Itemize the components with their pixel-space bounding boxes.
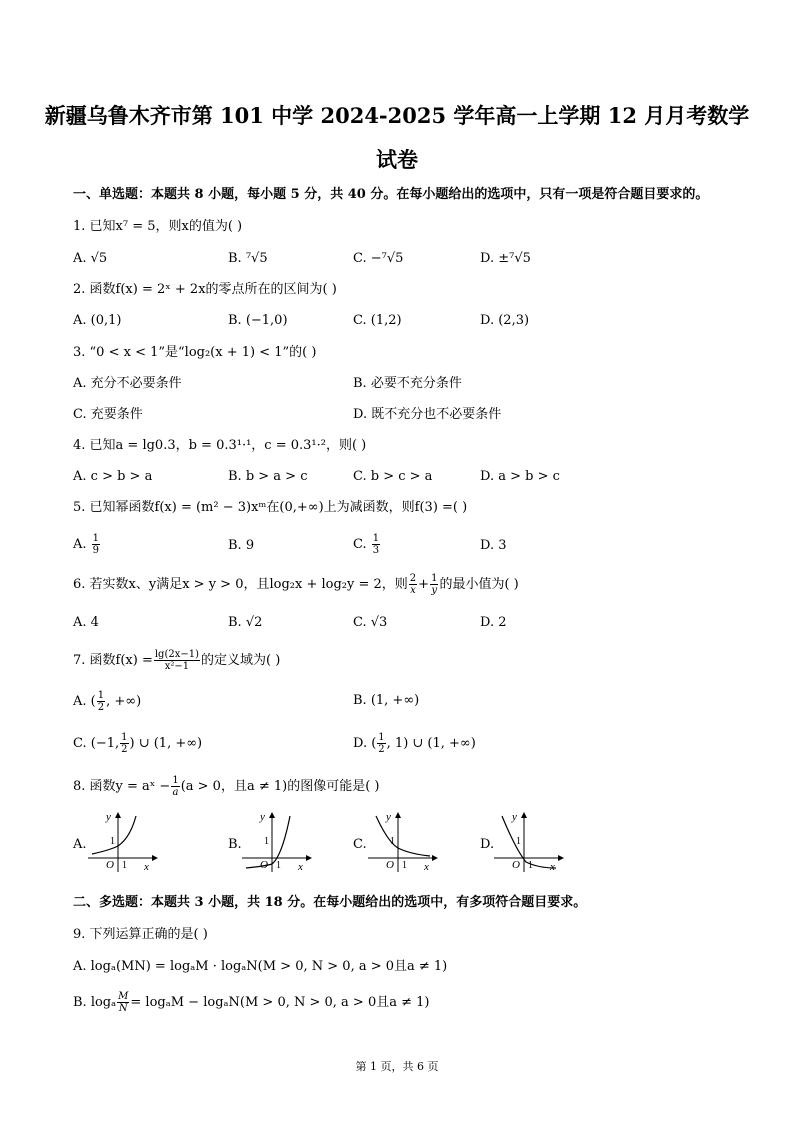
q7-option-b: B. (1, +∞) [353, 693, 420, 708]
graph-origin-label: O [106, 859, 114, 871]
q6-text-post: 的最小值为( ) [439, 577, 519, 592]
q5-option-c [353, 533, 381, 556]
title-line-2: 试卷 [376, 147, 418, 172]
half-fraction [377, 732, 385, 755]
q5-option-a [73, 533, 101, 556]
q8-graph-c [368, 810, 438, 872]
graph-one-y: 1 [390, 836, 395, 847]
q7-d-pre: D. ( [353, 736, 377, 751]
page-footer: 第 1 页，共 6 页 [355, 1060, 439, 1073]
fraction-denominator: 2 [378, 744, 385, 755]
q2-option-d: D. (2,3) [480, 313, 530, 328]
fraction-denominator: a [172, 787, 179, 798]
q1-option-c: C. −⁷√5 [353, 251, 404, 266]
q6-option-d: D. 2 [480, 615, 507, 630]
q6-option-a: A. 4 [73, 615, 99, 630]
fraction-numerator: 1 [92, 533, 100, 544]
fraction-numerator: 1 [431, 573, 438, 584]
question-4: 4. 已知a = lg0.3，b = 0.3¹·¹，c = 0.3¹·²，则( ) [73, 438, 367, 453]
q7-option-a [73, 690, 141, 713]
q5-option-b: B. 9 [228, 538, 255, 553]
question-2: 2. 函数f(x) = 2ˣ + 2x的零点所在的区间为( ) [73, 282, 337, 297]
q1-option-b: B. ⁷√5 [228, 251, 268, 266]
graph-y-label: y [386, 811, 391, 823]
fraction-numerator: 1 [121, 732, 128, 743]
fraction-numerator: lg(2x−1) [154, 649, 200, 660]
q9-option-a: A. logₐ(MN) = logₐM · logₐN(M > 0, N > 0, a > 0且a ≠ 1) [73, 959, 448, 974]
q4-option-c: C. b > c > a [353, 469, 433, 484]
q2-option-a: A. (0,1) [73, 313, 122, 328]
graph-origin-label: O [260, 859, 268, 871]
fraction-numerator: M [118, 991, 129, 1002]
q8-graph-d [494, 810, 564, 872]
q4-option-d: D. a > b > c [480, 469, 560, 484]
fraction-denominator: x²−1 [164, 661, 190, 672]
q7-c-pre: C. (−1, [73, 736, 120, 751]
section-2-header: 二、多选题：本题共 3 小题，共 18 分。在每小题给出的选项中，有多项符合题目要求。 [73, 895, 587, 910]
q8-fraction [171, 775, 179, 798]
q1-option-d: D. ±⁷√5 [480, 251, 531, 266]
fraction-numerator: 1 [378, 732, 385, 743]
q6-option-c: C. √3 [353, 615, 388, 630]
q6-option-b: B. √2 [228, 615, 263, 630]
half-fraction [120, 732, 128, 755]
q8-option-b-label: B. [228, 837, 242, 852]
q5-option-d: D. 3 [480, 538, 507, 553]
q2-option-c: C. (1,2) [353, 313, 402, 328]
graph-x-label: x [550, 861, 555, 872]
q7-option-d [353, 732, 476, 755]
q7-text-post: 的定义域为( ) [201, 653, 281, 668]
q6-frac-1 [409, 573, 417, 596]
q9-b-pre: B. logₐ [73, 995, 117, 1010]
graph-one-x: 1 [122, 860, 127, 871]
q6-text-pre: 6. 若实数x、y满足x > y > 0，且log₂x + log₂y = 2，则 [73, 577, 408, 592]
q7-c-post: ) ∪ (1, +∞) [129, 736, 203, 751]
q6-frac-2 [430, 573, 438, 596]
graph-y-label: y [512, 811, 517, 823]
q3-option-c: C. 充要条件 [73, 407, 143, 422]
question-3: 3. “0 < x < 1”是“log₂(x + 1) < 1”的( ) [73, 345, 317, 360]
fraction-denominator: y [431, 585, 438, 596]
q3-option-b: B. 必要不充分条件 [353, 376, 462, 391]
q9-option-b [73, 991, 429, 1014]
q8-graph-a [88, 810, 158, 872]
graph-one-x: 1 [528, 860, 533, 871]
fraction-denominator: 9 [92, 545, 100, 556]
q8-text-pre: 8. 函数y = aˣ − [73, 779, 171, 794]
q7-d-post: , 1) ∪ (1, +∞) [386, 736, 476, 751]
plus-sign: + [418, 577, 430, 592]
q8-graph-b [242, 810, 312, 872]
graph-one-x: 1 [402, 860, 407, 871]
half-fraction [97, 690, 105, 713]
graph-one-y: 1 [264, 836, 269, 847]
graph-y-label: y [106, 811, 111, 823]
q9-b-post: = logₐM − logₐN(M > 0, N > 0, a > 0且a ≠ 1) [130, 995, 430, 1010]
graph-one-x: 1 [276, 860, 281, 871]
q1-option-a: A. √5 [73, 251, 108, 266]
q7-a-post: , +∞) [106, 694, 142, 709]
fraction-numerator: 2 [409, 573, 417, 584]
section-1-header: 一、单选题：本题共 8 小题，每小题 5 分，共 40 分。在每小题给出的选项中，只有一项是符合题目要求的。 [73, 187, 709, 202]
fraction-denominator: N [118, 1003, 128, 1014]
q2-option-b: B. (−1,0) [228, 313, 288, 328]
q8-option-a-label: A. [73, 837, 87, 852]
graph-origin-label: O [386, 859, 394, 871]
graph-x-label: x [298, 861, 303, 872]
q7-a-pre: A. ( [73, 694, 96, 709]
question-8 [73, 775, 379, 798]
q7-fraction [154, 649, 200, 672]
question-1: 1. 已知x⁷ = 5，则x的值为( ) [73, 219, 243, 234]
fraction-numerator: 1 [172, 775, 179, 786]
graph-origin-label: O [512, 859, 520, 871]
fraction-denominator: 2 [97, 702, 105, 713]
graph-x-label: x [144, 861, 149, 872]
question-5: 5. 已知幂函数f(x) = (m² − 3)xᵐ在(0,+∞)上为减函数，则f(3) =( ) [73, 500, 468, 515]
graph-y-label: y [260, 811, 265, 823]
q9-b-fraction [117, 991, 129, 1014]
q5-option-c-fraction [372, 533, 380, 556]
q8-option-c-label: C. [353, 837, 367, 852]
q4-option-b: B. b > a > c [228, 469, 308, 484]
question-6 [73, 573, 519, 596]
q5-option-a-label: A. [73, 537, 87, 552]
question-9: 9. 下列运算正确的是( ) [73, 927, 208, 942]
fraction-denominator: x [410, 585, 416, 596]
q5-option-c-label: C. [353, 537, 367, 552]
fraction-numerator: 1 [372, 533, 380, 544]
q7-text-pre: 7. 函数f(x) = [73, 653, 153, 668]
question-7 [73, 649, 280, 672]
fraction-denominator: 2 [121, 744, 128, 755]
graph-one-y: 1 [516, 836, 521, 847]
title-line-1: 新疆乌鲁木齐市第 101 中学 2024-2025 学年高一上学期 12 月月考数学 [44, 103, 750, 128]
graph-x-label: x [424, 861, 429, 872]
q8-option-d-label: D. [480, 837, 495, 852]
q8-text-post: (a > 0，且a ≠ 1)的图像可能是( ) [180, 779, 380, 794]
q4-option-a: A. c > b > a [73, 469, 153, 484]
fraction-denominator: 3 [372, 545, 380, 556]
q7-option-c [73, 732, 202, 755]
q5-option-a-fraction [92, 533, 100, 556]
q3-option-a: A. 充分不必要条件 [73, 376, 182, 391]
fraction-numerator: 1 [97, 690, 105, 701]
graph-one-y: 1 [110, 836, 115, 847]
q3-option-d: D. 既不充分也不必要条件 [353, 407, 502, 422]
